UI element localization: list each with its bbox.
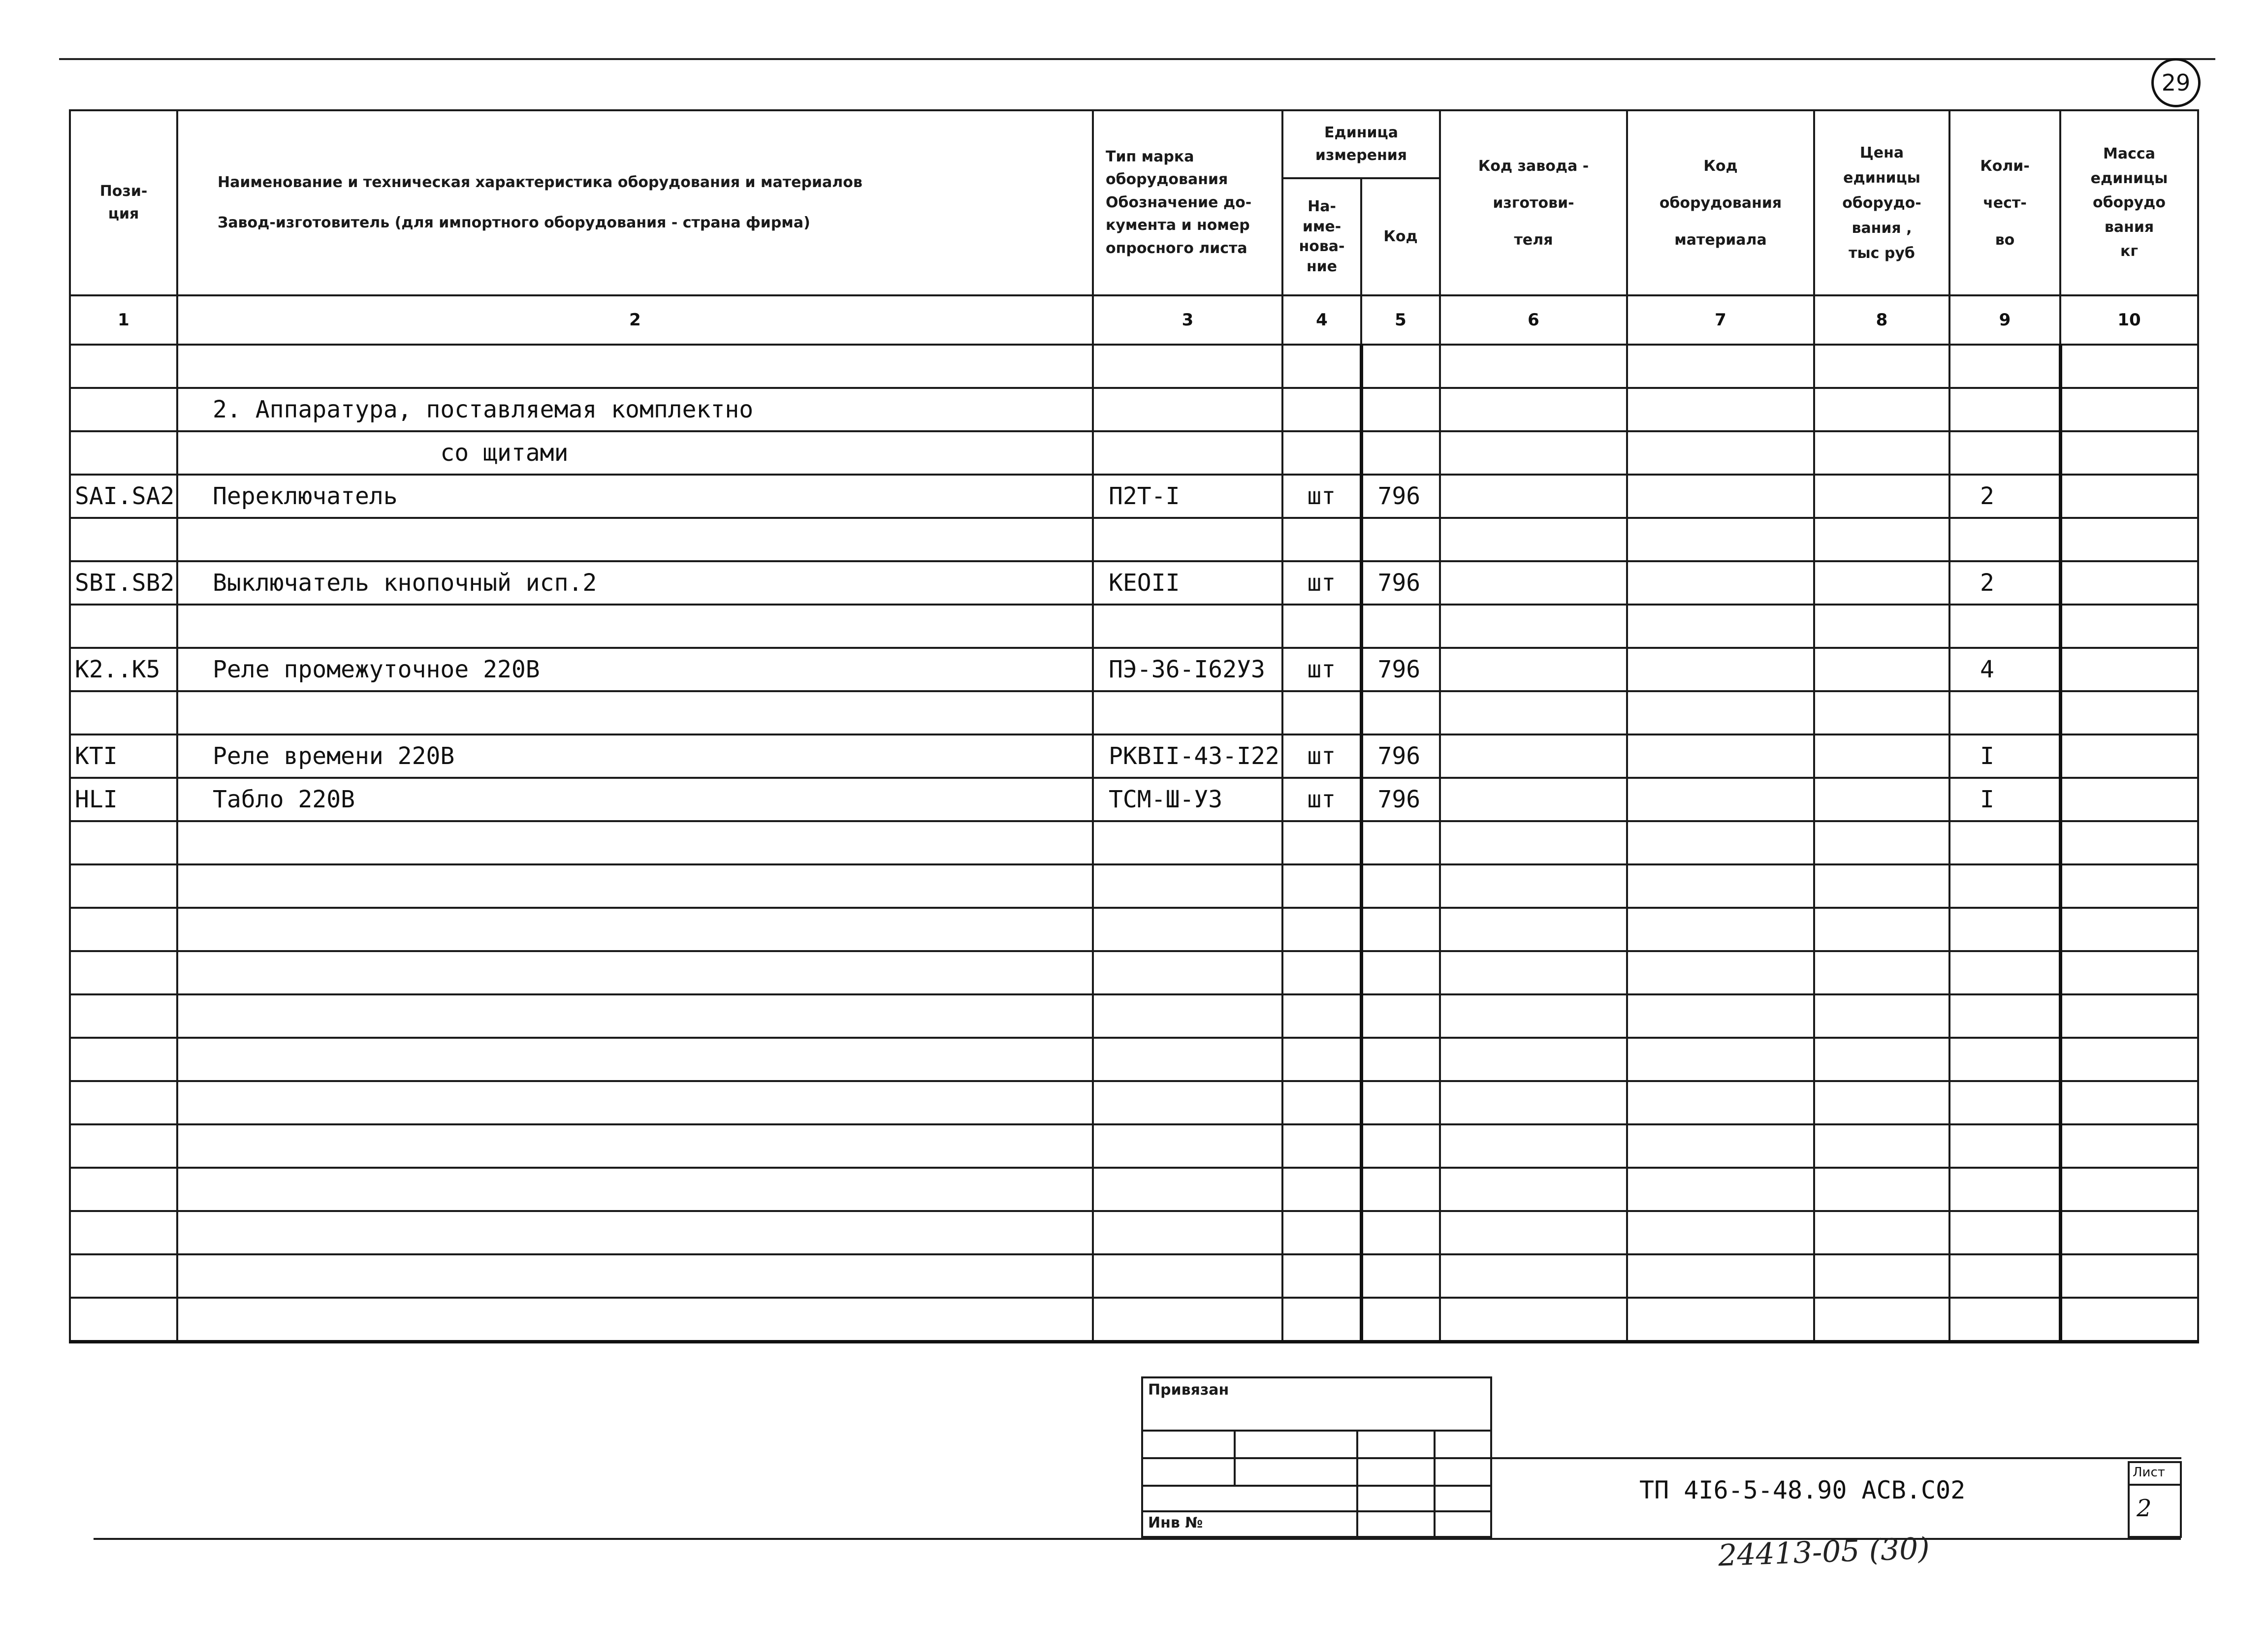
name-cell: Переключатель bbox=[177, 475, 1093, 518]
quantity-cell: 2 bbox=[1949, 561, 2060, 605]
position-cell bbox=[70, 1211, 177, 1254]
table-row bbox=[70, 431, 2198, 475]
unit-code-cell bbox=[1361, 994, 1440, 1038]
quantity-cell bbox=[1949, 908, 2060, 951]
position-cell bbox=[70, 821, 177, 864]
mass-cell bbox=[2060, 691, 2198, 734]
unit-cell: шт bbox=[1282, 475, 1361, 518]
type-cell bbox=[1093, 908, 1282, 951]
column-number: 4 bbox=[1282, 295, 1361, 345]
name-cell bbox=[177, 691, 1093, 734]
unit-code-cell bbox=[1361, 951, 1440, 994]
unit-code-cell: 796 bbox=[1361, 648, 1440, 691]
sheet-label: Лист bbox=[2133, 1465, 2165, 1480]
type-cell: РКВII-43-I22 bbox=[1093, 734, 1282, 778]
quantity-cell bbox=[1949, 518, 2060, 561]
mass-cell bbox=[2060, 778, 2198, 821]
column-number: 7 bbox=[1627, 295, 1814, 345]
quantity-cell bbox=[1949, 1081, 2060, 1124]
table-row bbox=[70, 388, 2198, 431]
position-cell bbox=[70, 994, 177, 1038]
price-cell bbox=[1814, 1211, 1949, 1254]
column-number: 9 bbox=[1949, 295, 2060, 345]
equipment-code-cell bbox=[1627, 1168, 1814, 1211]
table-row bbox=[70, 1211, 2198, 1254]
price-cell bbox=[1814, 778, 1949, 821]
table-row bbox=[70, 1038, 2198, 1081]
plant-code-cell bbox=[1440, 561, 1627, 605]
equipment-code-cell bbox=[1627, 605, 1814, 648]
position-cell bbox=[70, 1038, 177, 1081]
position-cell bbox=[70, 1081, 177, 1124]
position-cell bbox=[70, 1254, 177, 1298]
equipment-code-cell bbox=[1627, 994, 1814, 1038]
type-cell: ПЭ-36-I62УЗ bbox=[1093, 648, 1282, 691]
name-cell: Реле времени 220В bbox=[177, 734, 1093, 778]
equipment-code-cell bbox=[1627, 1211, 1814, 1254]
plant-code-cell bbox=[1440, 1081, 1627, 1124]
unit-cell bbox=[1282, 518, 1361, 561]
unit-code-cell bbox=[1361, 605, 1440, 648]
price-cell bbox=[1814, 561, 1949, 605]
unit-cell bbox=[1282, 908, 1361, 951]
table-row bbox=[70, 864, 2198, 908]
price-cell bbox=[1814, 345, 1949, 388]
plant-code-cell bbox=[1440, 431, 1627, 475]
quantity-cell bbox=[1949, 994, 2060, 1038]
price-cell bbox=[1814, 864, 1949, 908]
header-price: Цена единицы оборудо- вания , тыс руб bbox=[1814, 110, 1949, 295]
plant-code-cell bbox=[1440, 648, 1627, 691]
specification-table bbox=[69, 109, 2199, 1343]
quantity-cell bbox=[1949, 388, 2060, 431]
unit-code-cell bbox=[1361, 691, 1440, 734]
quantity-cell bbox=[1949, 691, 2060, 734]
mass-cell bbox=[2060, 605, 2198, 648]
price-cell bbox=[1814, 1038, 1949, 1081]
table-row bbox=[70, 778, 2198, 821]
position-cell bbox=[70, 691, 177, 734]
bound-label: Привязан bbox=[1148, 1381, 1229, 1399]
mass-cell bbox=[2060, 1298, 2198, 1342]
plant-code-cell bbox=[1440, 951, 1627, 994]
quantity-cell bbox=[1949, 431, 2060, 475]
plant-code-cell bbox=[1440, 778, 1627, 821]
mass-cell bbox=[2060, 1038, 2198, 1081]
plant-code-cell bbox=[1440, 864, 1627, 908]
price-cell bbox=[1814, 388, 1949, 431]
table-row bbox=[70, 1081, 2198, 1124]
stamp-rule bbox=[1234, 1430, 1236, 1485]
header-position: Пози- ция bbox=[70, 110, 177, 295]
unit-code-cell bbox=[1361, 345, 1440, 388]
mass-cell bbox=[2060, 821, 2198, 864]
table-row bbox=[70, 475, 2198, 518]
equipment-code-cell bbox=[1627, 1254, 1814, 1298]
position-cell bbox=[70, 908, 177, 951]
unit-cell: шт bbox=[1282, 561, 1361, 605]
header-unit: Единица измерения bbox=[1282, 110, 1440, 178]
equipment-code-cell bbox=[1627, 388, 1814, 431]
type-cell bbox=[1093, 1254, 1282, 1298]
equipment-code-cell bbox=[1627, 1081, 1814, 1124]
header-name-line1: Наименование и техническая характеристика оборудования и материалов bbox=[218, 173, 862, 191]
header-unit-name: На- име- нова- ние bbox=[1282, 178, 1361, 295]
header-plant-code: Код завода - изготови- теля bbox=[1440, 110, 1627, 295]
unit-cell bbox=[1282, 605, 1361, 648]
mass-cell bbox=[2060, 1124, 2198, 1168]
price-cell bbox=[1814, 605, 1949, 648]
unit-cell bbox=[1282, 951, 1361, 994]
unit-code-cell bbox=[1361, 1254, 1440, 1298]
unit-cell: шт bbox=[1282, 734, 1361, 778]
quantity-cell: 4 bbox=[1949, 648, 2060, 691]
type-cell bbox=[1093, 431, 1282, 475]
type-cell bbox=[1093, 388, 1282, 431]
position-cell bbox=[70, 1168, 177, 1211]
equipment-code-cell bbox=[1627, 864, 1814, 908]
type-cell bbox=[1093, 951, 1282, 994]
type-cell bbox=[1093, 691, 1282, 734]
header-mass: Масса единицы оборудо вания кг bbox=[2060, 110, 2198, 295]
name-cell bbox=[177, 345, 1093, 388]
quantity-cell bbox=[1949, 1211, 2060, 1254]
name-cell bbox=[177, 951, 1093, 994]
position-cell bbox=[70, 605, 177, 648]
unit-cell bbox=[1282, 994, 1361, 1038]
table-row bbox=[70, 734, 2198, 778]
table-row bbox=[70, 345, 2198, 388]
position-cell bbox=[70, 864, 177, 908]
top-rule bbox=[59, 58, 2215, 60]
type-cell bbox=[1093, 994, 1282, 1038]
quantity-cell bbox=[1949, 1038, 2060, 1081]
mass-cell bbox=[2060, 388, 2198, 431]
unit-cell bbox=[1282, 864, 1361, 908]
table-row bbox=[70, 518, 2198, 561]
type-cell: ТСМ-Ш-УЗ bbox=[1093, 778, 1282, 821]
unit-code-cell bbox=[1361, 1038, 1440, 1081]
price-cell bbox=[1814, 431, 1949, 475]
stamp-rule bbox=[1141, 1430, 1492, 1432]
position-cell: HLI bbox=[70, 778, 177, 821]
equipment-code-cell bbox=[1627, 345, 1814, 388]
mass-cell bbox=[2060, 648, 2198, 691]
table-row bbox=[70, 1254, 2198, 1298]
price-cell bbox=[1814, 1081, 1949, 1124]
column-number-row bbox=[70, 295, 2198, 345]
mass-cell bbox=[2060, 1168, 2198, 1211]
price-cell bbox=[1814, 691, 1949, 734]
table-row bbox=[70, 1124, 2198, 1168]
equipment-code-cell bbox=[1627, 951, 1814, 994]
mass-cell bbox=[2060, 1254, 2198, 1298]
price-cell bbox=[1814, 475, 1949, 518]
plant-code-cell bbox=[1440, 821, 1627, 864]
table-row bbox=[70, 908, 2198, 951]
unit-cell bbox=[1282, 388, 1361, 431]
page-number-circle: 29 bbox=[2151, 58, 2201, 107]
unit-cell bbox=[1282, 431, 1361, 475]
unit-cell: шт bbox=[1282, 648, 1361, 691]
stamp-rule bbox=[1141, 1485, 1492, 1487]
name-cell bbox=[177, 864, 1093, 908]
plant-code-cell bbox=[1440, 908, 1627, 951]
stamp-rule bbox=[1356, 1430, 1358, 1538]
name-cell: 2. Аппаратура, поставляемая комплектно bbox=[177, 388, 1093, 431]
unit-code-cell bbox=[1361, 431, 1440, 475]
mass-cell bbox=[2060, 345, 2198, 388]
quantity-cell: I bbox=[1949, 734, 2060, 778]
column-number: 2 bbox=[177, 295, 1093, 345]
price-cell bbox=[1814, 951, 1949, 994]
name-cell bbox=[177, 1124, 1093, 1168]
plant-code-cell bbox=[1440, 994, 1627, 1038]
name-cell bbox=[177, 1211, 1093, 1254]
unit-code-cell bbox=[1361, 1168, 1440, 1211]
plant-code-cell bbox=[1440, 605, 1627, 648]
name-cell bbox=[177, 518, 1093, 561]
plant-code-cell bbox=[1440, 1038, 1627, 1081]
unit-code-cell: 796 bbox=[1361, 561, 1440, 605]
unit-cell bbox=[1282, 1298, 1361, 1342]
name-cell bbox=[177, 1168, 1093, 1211]
equipment-code-cell bbox=[1627, 908, 1814, 951]
price-cell bbox=[1814, 821, 1949, 864]
equipment-code-cell bbox=[1627, 648, 1814, 691]
unit-cell bbox=[1282, 1168, 1361, 1211]
plant-code-cell bbox=[1440, 345, 1627, 388]
name-cell bbox=[177, 1298, 1093, 1342]
name-cell: Реле промежуточное 220В bbox=[177, 648, 1093, 691]
unit-code-cell bbox=[1361, 1211, 1440, 1254]
stamp-rule bbox=[1434, 1430, 1436, 1538]
position-cell bbox=[70, 345, 177, 388]
equipment-code-cell bbox=[1627, 778, 1814, 821]
inventory-number-label: Инв № bbox=[1148, 1514, 1203, 1532]
mass-cell bbox=[2060, 864, 2198, 908]
mass-cell bbox=[2060, 994, 2198, 1038]
column-number: 6 bbox=[1440, 295, 1627, 345]
position-cell: SBI.SB2 bbox=[70, 561, 177, 605]
unit-code-cell bbox=[1361, 864, 1440, 908]
price-cell bbox=[1814, 648, 1949, 691]
equipment-code-cell bbox=[1627, 561, 1814, 605]
name-cell bbox=[177, 1254, 1093, 1298]
plant-code-cell bbox=[1440, 1298, 1627, 1342]
position-cell bbox=[70, 518, 177, 561]
position-cell bbox=[70, 431, 177, 475]
mass-cell bbox=[2060, 475, 2198, 518]
sheet-number: 2 bbox=[2137, 1495, 2152, 1522]
unit-cell: шт bbox=[1282, 778, 1361, 821]
name-cell bbox=[177, 908, 1093, 951]
stamp-rule bbox=[1141, 1457, 1492, 1459]
name-cell bbox=[177, 994, 1093, 1038]
type-cell bbox=[1093, 345, 1282, 388]
header-equipment-code: Код оборудования материала bbox=[1627, 110, 1814, 295]
plant-code-cell bbox=[1440, 734, 1627, 778]
name-cell bbox=[177, 1038, 1093, 1081]
column-number: 8 bbox=[1814, 295, 1949, 345]
unit-cell bbox=[1282, 1254, 1361, 1298]
header-name-line2: Завод-изготовитель (для импортного оборудования - страна фирма) bbox=[218, 214, 810, 231]
table-row bbox=[70, 951, 2198, 994]
plant-code-cell bbox=[1440, 518, 1627, 561]
plant-code-cell bbox=[1440, 1168, 1627, 1211]
plant-code-cell bbox=[1440, 1254, 1627, 1298]
name-cell bbox=[177, 605, 1093, 648]
plant-code-cell bbox=[1440, 388, 1627, 431]
unit-cell bbox=[1282, 1081, 1361, 1124]
mass-cell bbox=[2060, 518, 2198, 561]
unit-cell bbox=[1282, 1211, 1361, 1254]
header-quantity: Коли- чест- во bbox=[1949, 110, 2060, 295]
quantity-cell: I bbox=[1949, 778, 2060, 821]
position-cell: KTI bbox=[70, 734, 177, 778]
equipment-code-cell bbox=[1627, 734, 1814, 778]
unit-cell bbox=[1282, 1038, 1361, 1081]
mass-cell bbox=[2060, 734, 2198, 778]
type-cell bbox=[1093, 1298, 1282, 1342]
price-cell bbox=[1814, 994, 1949, 1038]
equipment-code-cell bbox=[1627, 691, 1814, 734]
equipment-code-cell bbox=[1627, 431, 1814, 475]
position-cell bbox=[70, 1298, 177, 1342]
type-cell bbox=[1093, 518, 1282, 561]
handwritten-archive-number: 24413-05 (30) bbox=[1717, 1531, 1930, 1573]
quantity-cell bbox=[1949, 1254, 2060, 1298]
table-row bbox=[70, 994, 2198, 1038]
unit-cell bbox=[1282, 691, 1361, 734]
type-cell bbox=[1093, 1211, 1282, 1254]
plant-code-cell bbox=[1440, 1211, 1627, 1254]
unit-code-cell: 796 bbox=[1361, 475, 1440, 518]
price-cell bbox=[1814, 1254, 1949, 1298]
name-cell bbox=[177, 821, 1093, 864]
position-cell bbox=[70, 388, 177, 431]
unit-code-cell: 796 bbox=[1361, 734, 1440, 778]
table-row bbox=[70, 605, 2198, 648]
position-cell: K2..K5 bbox=[70, 648, 177, 691]
type-cell bbox=[1093, 821, 1282, 864]
unit-cell bbox=[1282, 821, 1361, 864]
column-number: 10 bbox=[2060, 295, 2198, 345]
type-cell: КЕОII bbox=[1093, 561, 1282, 605]
unit-code-cell: 796 bbox=[1361, 778, 1440, 821]
mass-cell bbox=[2060, 431, 2198, 475]
mass-cell bbox=[2060, 951, 2198, 994]
equipment-code-cell bbox=[1627, 1124, 1814, 1168]
stamp-rule bbox=[1141, 1510, 1492, 1512]
column-number: 5 bbox=[1361, 295, 1440, 345]
price-cell bbox=[1814, 1298, 1949, 1342]
header-type: Тип марка оборудования Обозначение до- кумента и номер опросного листа bbox=[1093, 110, 1282, 295]
header-name bbox=[177, 110, 1093, 295]
equipment-code-cell bbox=[1627, 475, 1814, 518]
unit-code-cell bbox=[1361, 821, 1440, 864]
quantity-cell bbox=[1949, 1168, 2060, 1211]
mass-cell bbox=[2060, 1081, 2198, 1124]
quantity-cell bbox=[1949, 1124, 2060, 1168]
plant-code-cell bbox=[1440, 475, 1627, 518]
price-cell bbox=[1814, 908, 1949, 951]
table-row bbox=[70, 561, 2198, 605]
unit-cell bbox=[1282, 1124, 1361, 1168]
price-cell bbox=[1814, 1168, 1949, 1211]
document-code: ТП 4I6-5-48.90 АСВ.С02 bbox=[1639, 1476, 1966, 1504]
column-number: 3 bbox=[1093, 295, 1282, 345]
quantity-cell bbox=[1949, 864, 2060, 908]
plant-code-cell bbox=[1440, 1124, 1627, 1168]
position-cell bbox=[70, 1124, 177, 1168]
equipment-code-cell bbox=[1627, 821, 1814, 864]
price-cell bbox=[1814, 1124, 1949, 1168]
mass-cell bbox=[2060, 908, 2198, 951]
mass-cell bbox=[2060, 1211, 2198, 1254]
table-row bbox=[70, 821, 2198, 864]
mass-cell bbox=[2060, 561, 2198, 605]
quantity-cell bbox=[1949, 1298, 2060, 1342]
type-cell bbox=[1093, 864, 1282, 908]
type-cell bbox=[1093, 1081, 1282, 1124]
equipment-code-cell bbox=[1627, 1038, 1814, 1081]
type-cell bbox=[1093, 1038, 1282, 1081]
name-cell: со щитами bbox=[177, 431, 1093, 475]
unit-code-cell bbox=[1361, 1081, 1440, 1124]
quantity-cell bbox=[1949, 821, 2060, 864]
quantity-cell bbox=[1949, 951, 2060, 994]
unit-code-cell bbox=[1361, 1298, 1440, 1342]
unit-code-cell bbox=[1361, 518, 1440, 561]
unit-cell bbox=[1282, 345, 1361, 388]
price-cell bbox=[1814, 518, 1949, 561]
table-row bbox=[70, 1298, 2198, 1342]
unit-code-cell bbox=[1361, 388, 1440, 431]
type-cell bbox=[1093, 1124, 1282, 1168]
price-cell bbox=[1814, 734, 1949, 778]
table-row bbox=[70, 648, 2198, 691]
quantity-cell bbox=[1949, 345, 2060, 388]
type-cell: П2Т-I bbox=[1093, 475, 1282, 518]
name-cell: Выключатель кнопочный исп.2 bbox=[177, 561, 1093, 605]
header-unit-code: Код bbox=[1361, 178, 1440, 295]
quantity-cell: 2 bbox=[1949, 475, 2060, 518]
name-cell bbox=[177, 1081, 1093, 1124]
unit-code-cell bbox=[1361, 908, 1440, 951]
quantity-cell bbox=[1949, 605, 2060, 648]
equipment-code-cell bbox=[1627, 518, 1814, 561]
sheet-box-rule bbox=[2128, 1484, 2182, 1486]
table-row bbox=[70, 691, 2198, 734]
plant-code-cell bbox=[1440, 691, 1627, 734]
equipment-code-cell bbox=[1627, 1298, 1814, 1342]
unit-code-cell bbox=[1361, 1124, 1440, 1168]
table-row bbox=[70, 1168, 2198, 1211]
title-block-top-rule bbox=[1492, 1457, 2181, 1459]
column-number: 1 bbox=[70, 295, 177, 345]
name-cell: Табло 220В bbox=[177, 778, 1093, 821]
position-cell: SAI.SA2 bbox=[70, 475, 177, 518]
type-cell bbox=[1093, 605, 1282, 648]
position-cell bbox=[70, 951, 177, 994]
type-cell bbox=[1093, 1168, 1282, 1211]
